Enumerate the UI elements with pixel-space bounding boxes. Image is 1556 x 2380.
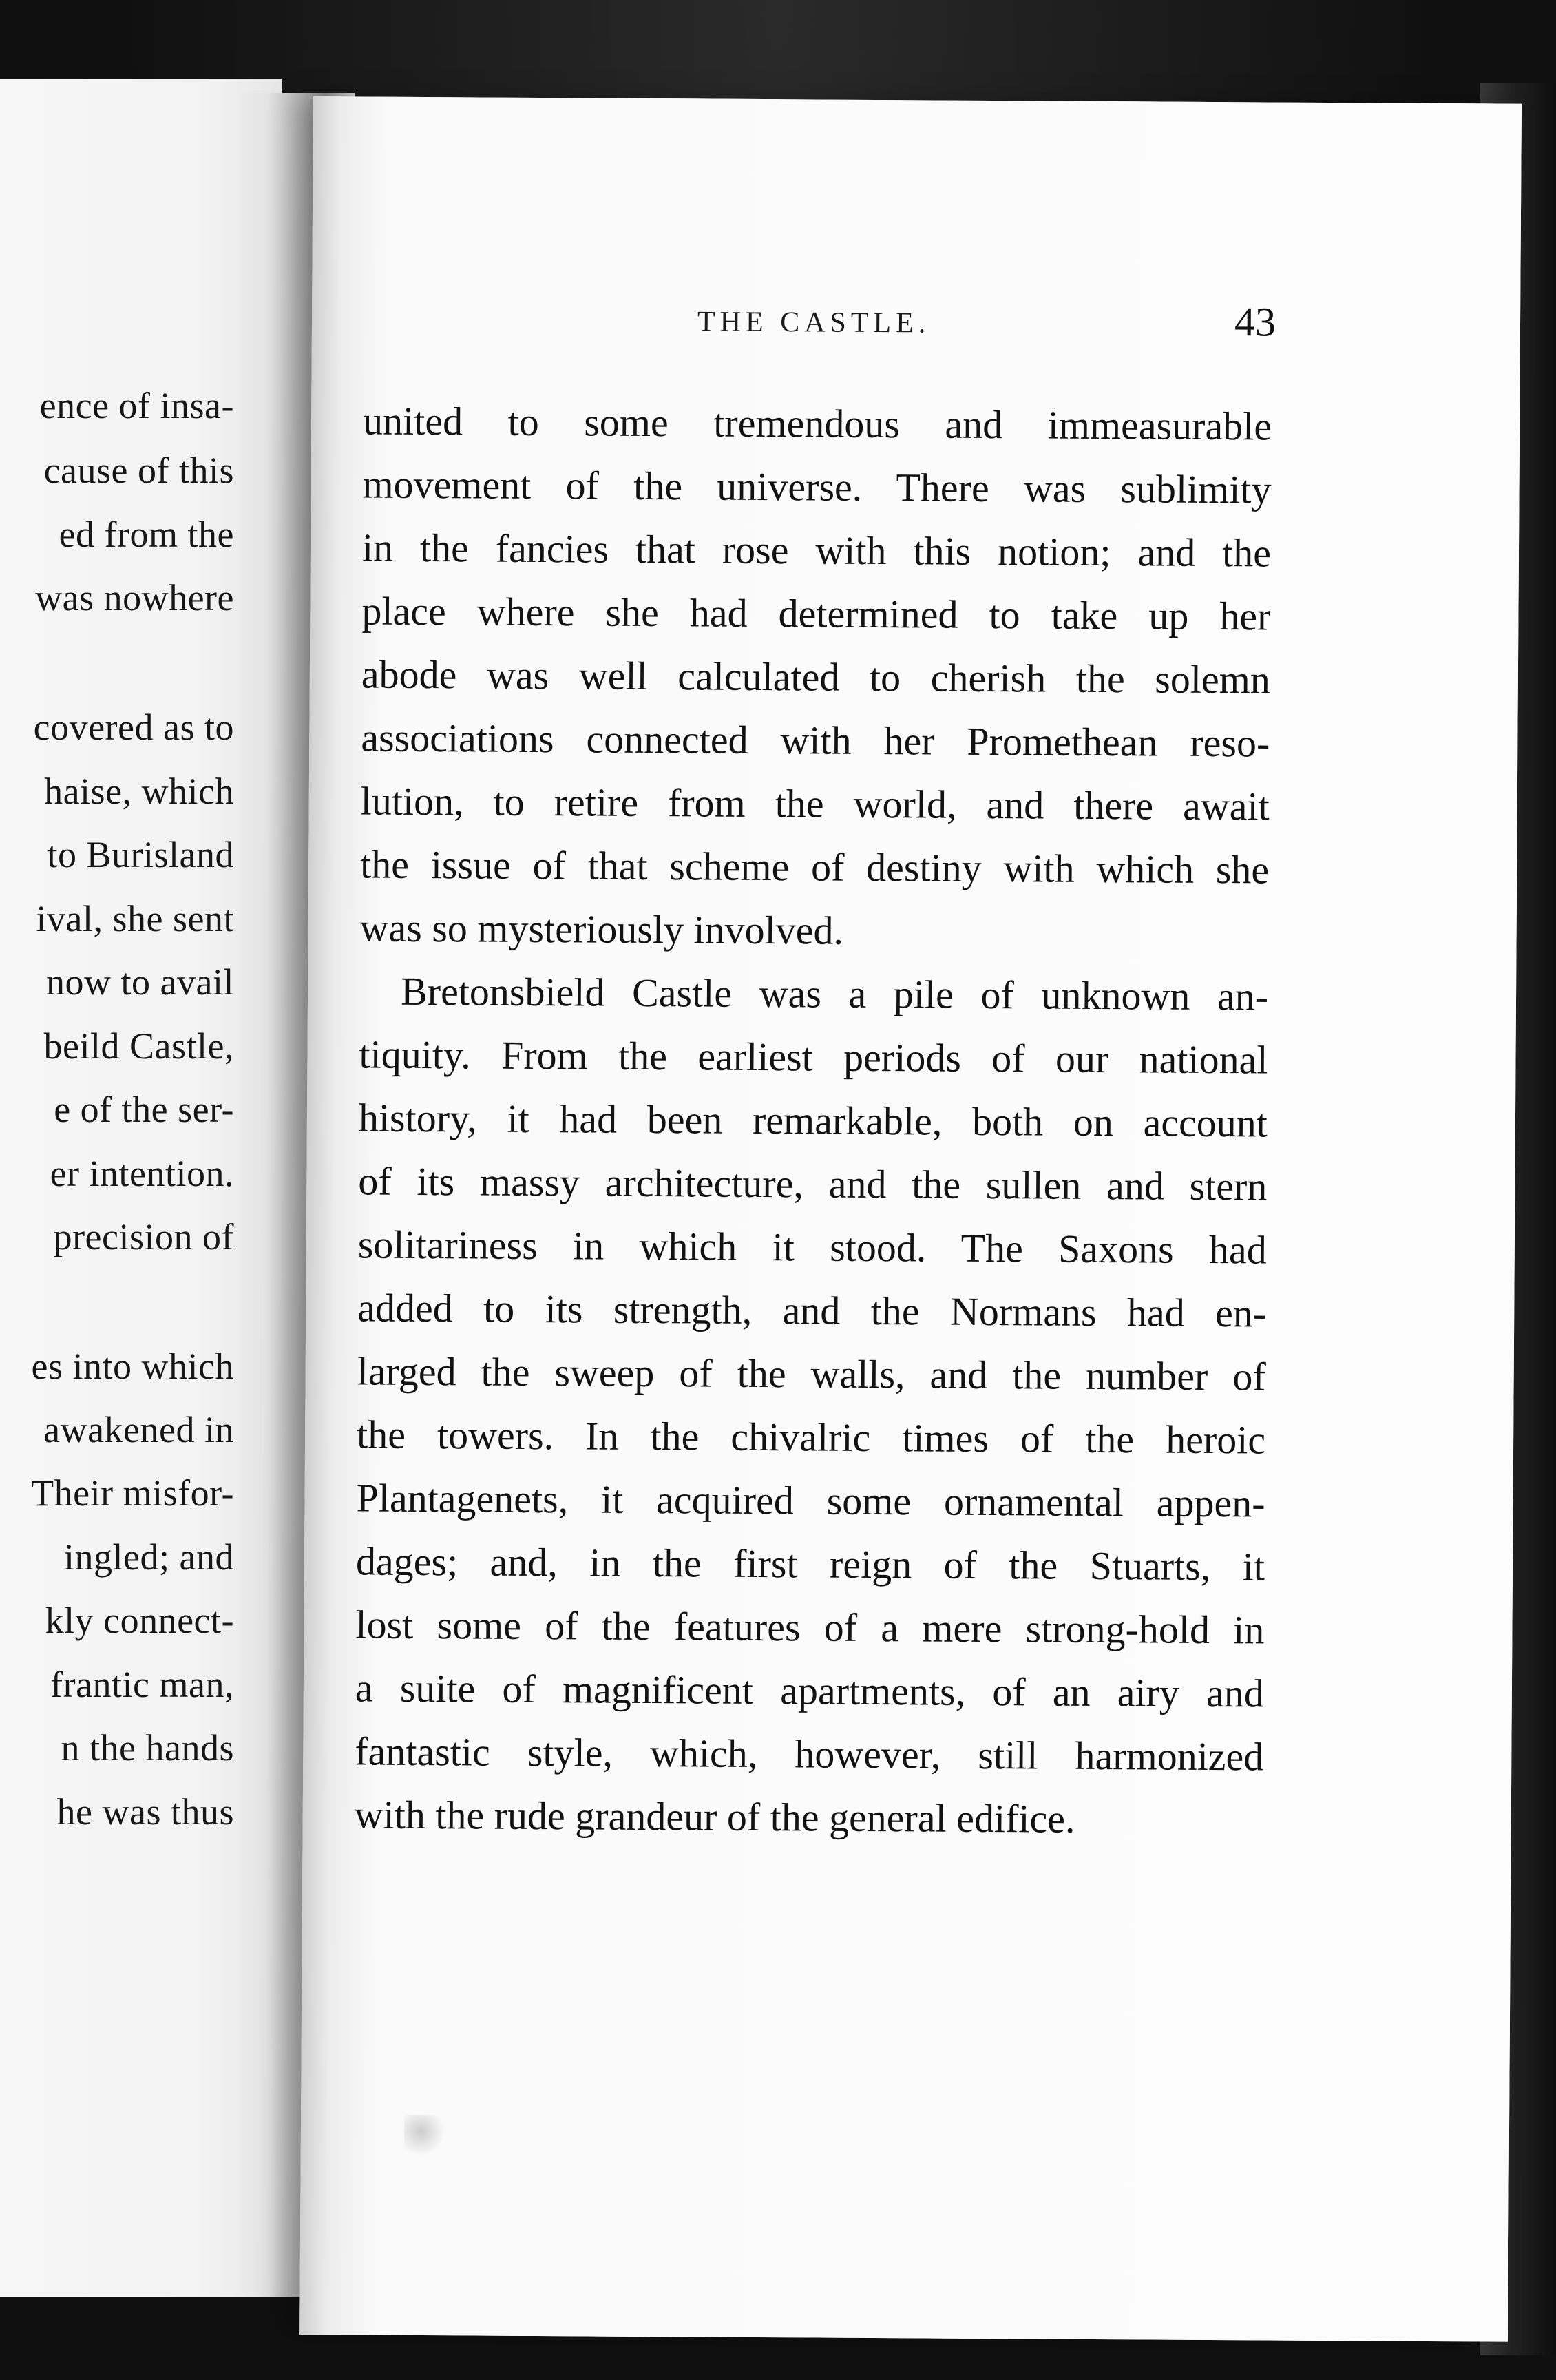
facing-line: ed from the [59, 514, 234, 555]
text-line: history, it had been remarkable, both on account [358, 1095, 1268, 1146]
facing-line: covered as to [33, 707, 234, 748]
text-line: Bretonsbield Castle was a pile of unknown an- [400, 968, 1269, 1019]
text-line: with the rude grandeur of the general edifice. [354, 1792, 1075, 1841]
facing-line: now to avail [46, 961, 234, 1003]
text-line: of its massy architecture, and the sullen and stern [358, 1158, 1268, 1209]
facing-line: ival, she sent [36, 898, 234, 939]
text-line: larged the sweep of the walls, and the number of [357, 1348, 1266, 1399]
text-line: Plantagenets, it acquired some ornamental appen- [356, 1475, 1265, 1526]
facing-line: er intention. [50, 1153, 234, 1194]
text-line: fantastic style, which, however, still harmonized [355, 1729, 1264, 1779]
text-line: dages; and, in the first reign of the Stuarts, it [355, 1538, 1265, 1589]
running-head: THE CASTLE. [697, 306, 931, 340]
page-surface [299, 96, 1522, 2342]
text-line: a suite of magnificent apartments, of an airy and [355, 1665, 1265, 1716]
page-number: 43 [1234, 299, 1276, 345]
facing-line: es into which [31, 1346, 234, 1387]
facing-line: n the hands [61, 1727, 234, 1768]
facing-line: cause of this [43, 450, 234, 491]
facing-line: was nowhere [35, 577, 234, 618]
text-line: associations connected with her Promethean reso- [361, 715, 1270, 766]
text-line: in the fancies that rose with this notion; and the [361, 525, 1272, 576]
facing-line: e of the ser- [54, 1089, 234, 1130]
facing-line: ence of insa- [39, 385, 234, 426]
facing-line: to Burisland [47, 834, 234, 875]
text-line: lost some of the features of a mere strong-hold in [355, 1602, 1265, 1653]
facing-line: kly connect- [45, 1600, 234, 1641]
text-line: was so mysteriously involved. [359, 905, 844, 953]
facing-line: Their misfor- [31, 1472, 234, 1514]
facing-line: precision of [53, 1216, 234, 1257]
facing-line: beild Castle, [43, 1025, 234, 1067]
facing-line: awakened in [43, 1409, 234, 1450]
text-line: place where she had determined to take up her [361, 588, 1271, 639]
facing-line: haise, which [44, 771, 234, 812]
text-line: united to some tremendous and immeasurable [362, 398, 1272, 449]
paper-speckle [404, 2115, 459, 2156]
text-line: added to its strength, and the Normans had en- [357, 1285, 1267, 1336]
facing-line: he was thus [56, 1791, 234, 1833]
body-text [354, 389, 1272, 1852]
text-line: the issue of that scheme of destiny with which she [359, 842, 1270, 892]
text-line: tiquity. From the earliest periods of our national [359, 1032, 1268, 1083]
text-line: movement of the universe. There was sublimity [362, 461, 1272, 512]
text-line: solitariness in which it stood. The Saxons had [357, 1222, 1267, 1273]
facing-line: ingled; and [64, 1536, 234, 1578]
text-line: abode was well calculated to cherish the solemn [361, 651, 1271, 702]
text-line: the towers. In the chivalric times of the heroic [356, 1412, 1266, 1463]
facing-line: frantic man, [50, 1664, 234, 1705]
text-line: lution, to retire from the world, and there await [360, 778, 1270, 829]
book-page [299, 96, 1522, 2342]
